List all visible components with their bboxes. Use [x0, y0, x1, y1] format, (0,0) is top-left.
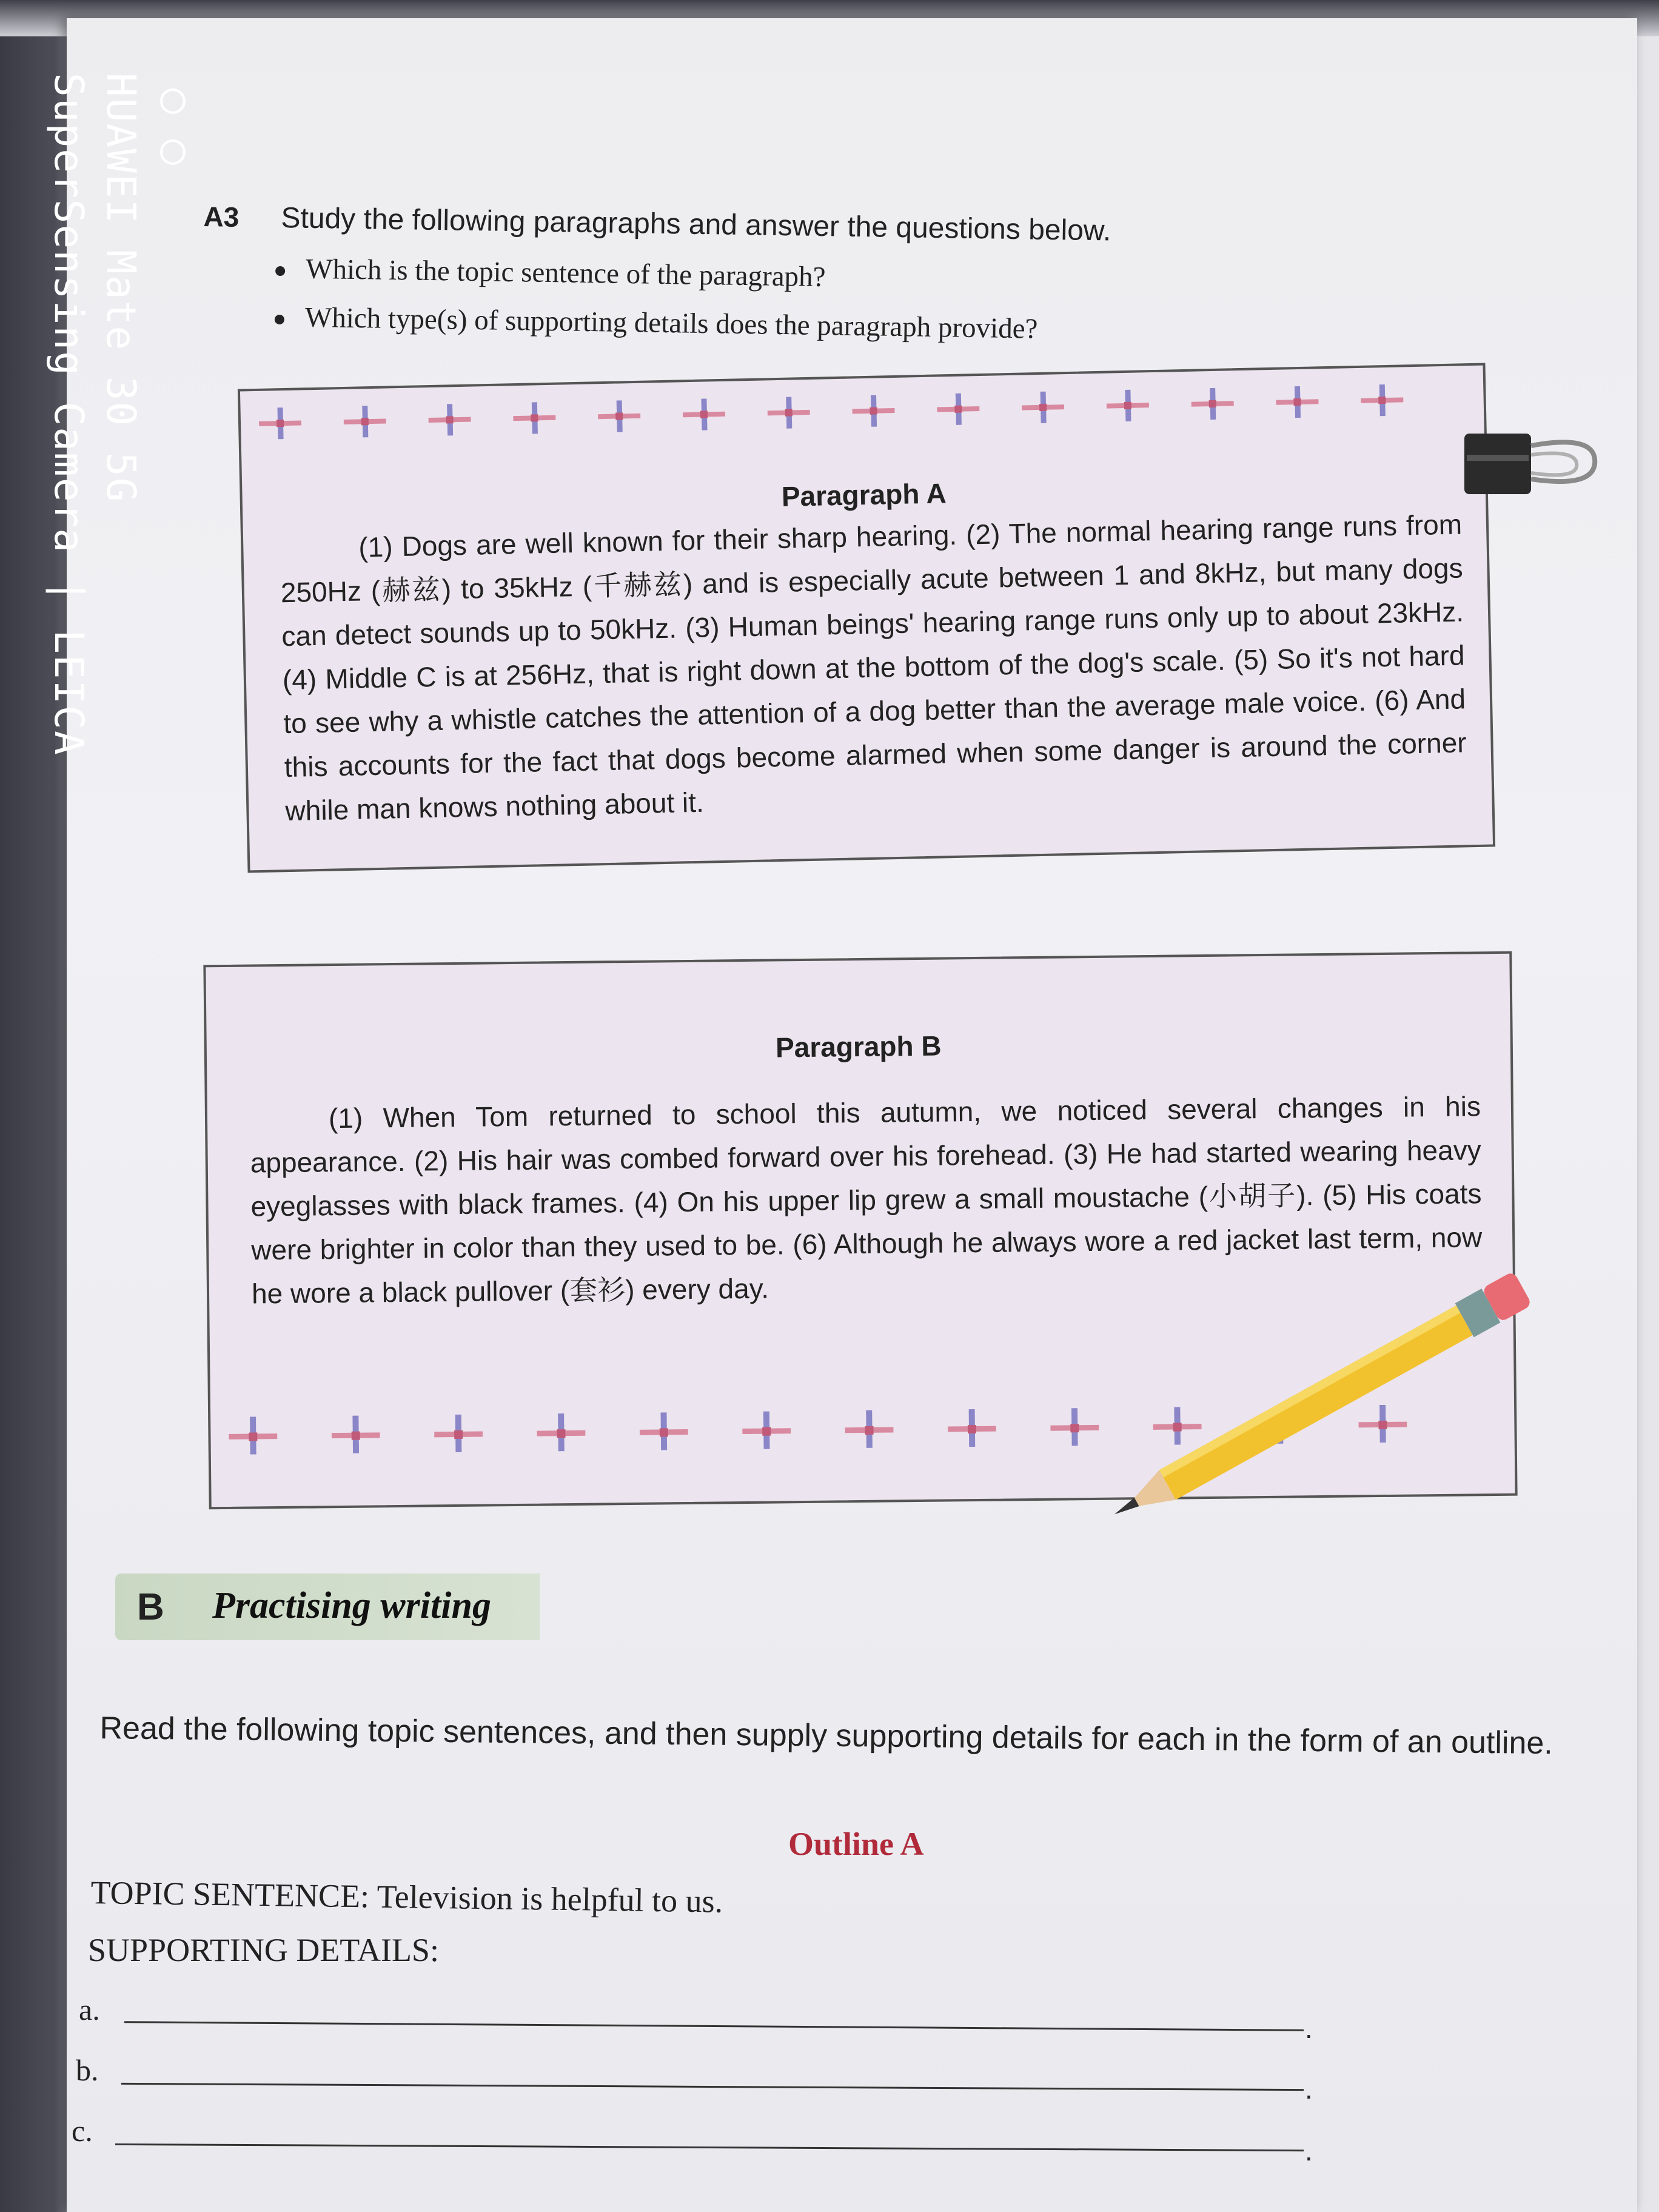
camera-rings-icon: ○○: [148, 73, 198, 175]
bullet-icon: [275, 266, 285, 276]
outline-title: Outline A: [788, 1826, 924, 1862]
section-letter: B: [137, 1586, 164, 1628]
paragraph-a-title: Paragraph A: [781, 477, 947, 512]
topic-sentence: TOPIC SENTENCE: Television is helpful to us.: [90, 1874, 723, 1920]
question-bullet-1: Which is the topic sentence of the paragraph?: [275, 252, 826, 293]
exercise-number: A3: [203, 200, 240, 233]
pencil-icon: [1073, 1261, 1570, 1540]
supporting-details-label: SUPPORTING DETAILS:: [88, 1932, 439, 1968]
bullet-icon: [275, 315, 284, 324]
paragraph-a-box: [238, 363, 1495, 873]
instruction-text: Read the following topic sentences, and then supply supporting details for each in the form of an outline.: [99, 1710, 1553, 1761]
answer-label-b: b.: [76, 2053, 99, 2087]
paragraph-b-title: Paragraph B: [775, 1030, 942, 1064]
binder-clip-icon: [1458, 421, 1604, 506]
answer-line-period: .: [1305, 2135, 1313, 2167]
watermark-line-2: SuperSensing Camera | LEICA: [45, 73, 92, 756]
section-b-header: [115, 1574, 540, 1640]
answer-line-period: .: [1305, 2013, 1313, 2044]
paragraph-a-text: (1) Dogs are well known for their sharp hearing. (2) The normal hearing range runs from 250Hz (赫兹) to 35kHz (千赫兹) and is especially acute between 1 and 8kHz, but many dogs can detect sounds up to 50kHz. (3) Human beings' hearing range runs only up to about 23kHz. (4) Middle C is at 256Hz, that is right down at the bottom of the dog's scale. (5) So it's not hard to see why a whistle catches the attention of a dog better than the average male voice. (6) And this accounts for the fact that dogs become alarmed when some danger is around the corner while man knows nothing about it.: [280, 508, 1467, 827]
watermark-line-1: HUAWEI Mate 30 5G: [98, 73, 144, 503]
question-bullet-2: Which type(s) of supporting details does the paragraph provide?: [275, 301, 1038, 346]
cross-ornament-icon: [229, 1416, 277, 1455]
section-title: Practising writing: [212, 1585, 491, 1626]
cross-ornament-icon: [259, 407, 302, 439]
exercise-title: Study the following paragraphs and answer the questions below.: [281, 202, 1111, 247]
paragraph-b-text: (1) When Tom returned to school this autumn, we noticed several changes in his appearance. (2) His hair was combed forward over his forehead. (3) He had started wearing heavy eyeglasses with black frames. (4) On his upper lip grew a small moustache (小胡子). (5) His coats were brighter in color than they used to be. (6) Although he always wore a red jacket last term, now he wore a black pullover (套衫) every day.: [250, 1090, 1483, 1310]
camera-watermark: [42, 73, 199, 756]
answer-line-period: .: [1305, 2073, 1313, 2105]
answer-label-c: c.: [72, 2114, 93, 2148]
answer-label-a: a.: [79, 1992, 100, 2026]
